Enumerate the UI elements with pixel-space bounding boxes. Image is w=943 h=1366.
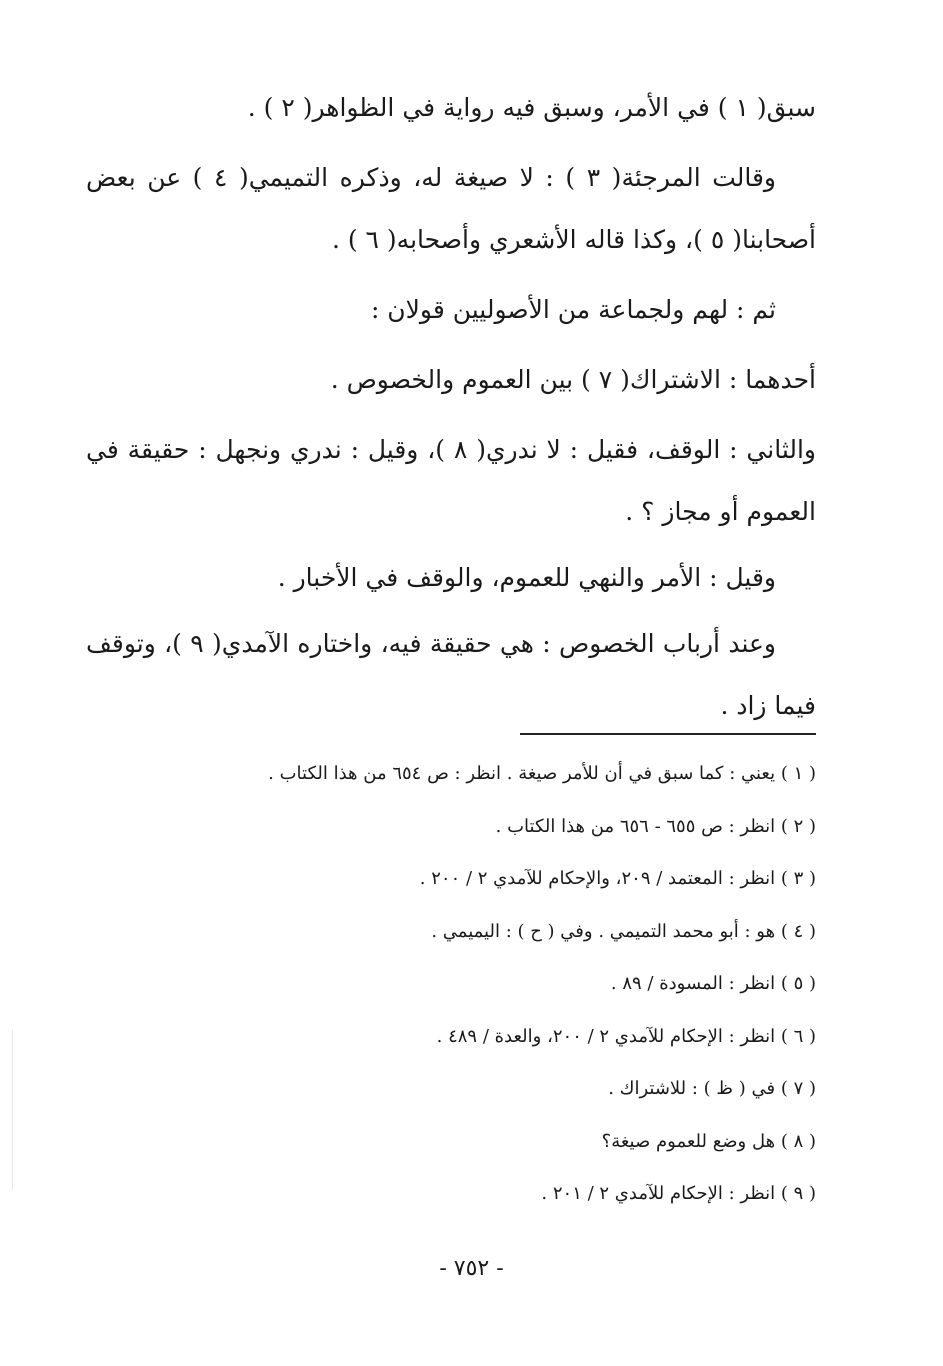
- footnote-1: ( ١ ) يعني : كما سبق في أن للأمر صيغة . انظر : ص ٦٥٤ من هذا الكتاب .: [268, 763, 816, 784]
- page-number: - ٧٥٢ -: [439, 1256, 504, 1281]
- footnote-6: ( ٦ ) انظر : الإحكام للآمدي ٢ / ٢٠٠، والعدة / ٤٨٩ .: [436, 1025, 816, 1047]
- paragraph-5: والثاني : الوقف، فقيل : لا ندري( ٨ )، وقيل : ندري ونجهل : حقيقة في العموم أو مجاز ؟ .: [86, 435, 817, 526]
- footnote-7: ( ٧ ) في ( ظ ) : للاشتراك .: [608, 1078, 816, 1099]
- footnote-separator: [520, 733, 816, 735]
- main-text: [86, 77, 816, 737]
- paragraph-7: وعند أرباب الخصوص : هي حقيقة فيه، واختاره الآمدي( ٩ )، وتوقف فيما زاد .: [86, 629, 816, 720]
- footnote-4: ( ٤ ) هو : أبو محمد التميمي . وفي ( ح ) : اليميمي .: [431, 920, 816, 942]
- paragraph-6: وقيل : الأمر والنهي للعموم، والوقف في الأخبار .: [277, 563, 776, 592]
- footnote-9: ( ٩ ) انظر : الإحكام للآمدي ٢ / ٢٠١ .: [541, 1183, 816, 1204]
- footnote-8: ( ٨ ) هل وضع للعموم صيغة؟: [601, 1130, 816, 1152]
- footnote-3: ( ٣ ) انظر : المعتمد / ٢٠٩، والإحكام للآمدي ٢ / ٢٠٠ .: [419, 868, 816, 889]
- footnotes-list: [116, 748, 816, 1221]
- paragraph-2: وقالت المرجئة( ٣ ) : لا صيغة له، وذكره التميمي( ٤ ) عن بعض أصحابنا( ٥ )، وكذا قاله الأشعري وأصحابه( ٦ ) .: [86, 163, 816, 254]
- paragraph-3: ثم : لهم ولجماعة من الأصوليين قولان :: [370, 295, 776, 324]
- paragraph-1: سبق( ١ ) في الأمر، وسبق فيه رواية في الظواهر( ٢ ) .: [247, 93, 816, 122]
- footnote-5: ( ٥ ) انظر : المسودة / ٨٩ .: [610, 973, 816, 994]
- footnote-2: ( ٢ ) انظر : ص ٦٥٥ - ٦٥٦ من هذا الكتاب .: [495, 815, 816, 837]
- paragraph-4: أحدهما : الاشتراك( ٧ ) بين العموم والخصوص .: [330, 365, 816, 394]
- scan-edge-mark: [12, 1030, 13, 1190]
